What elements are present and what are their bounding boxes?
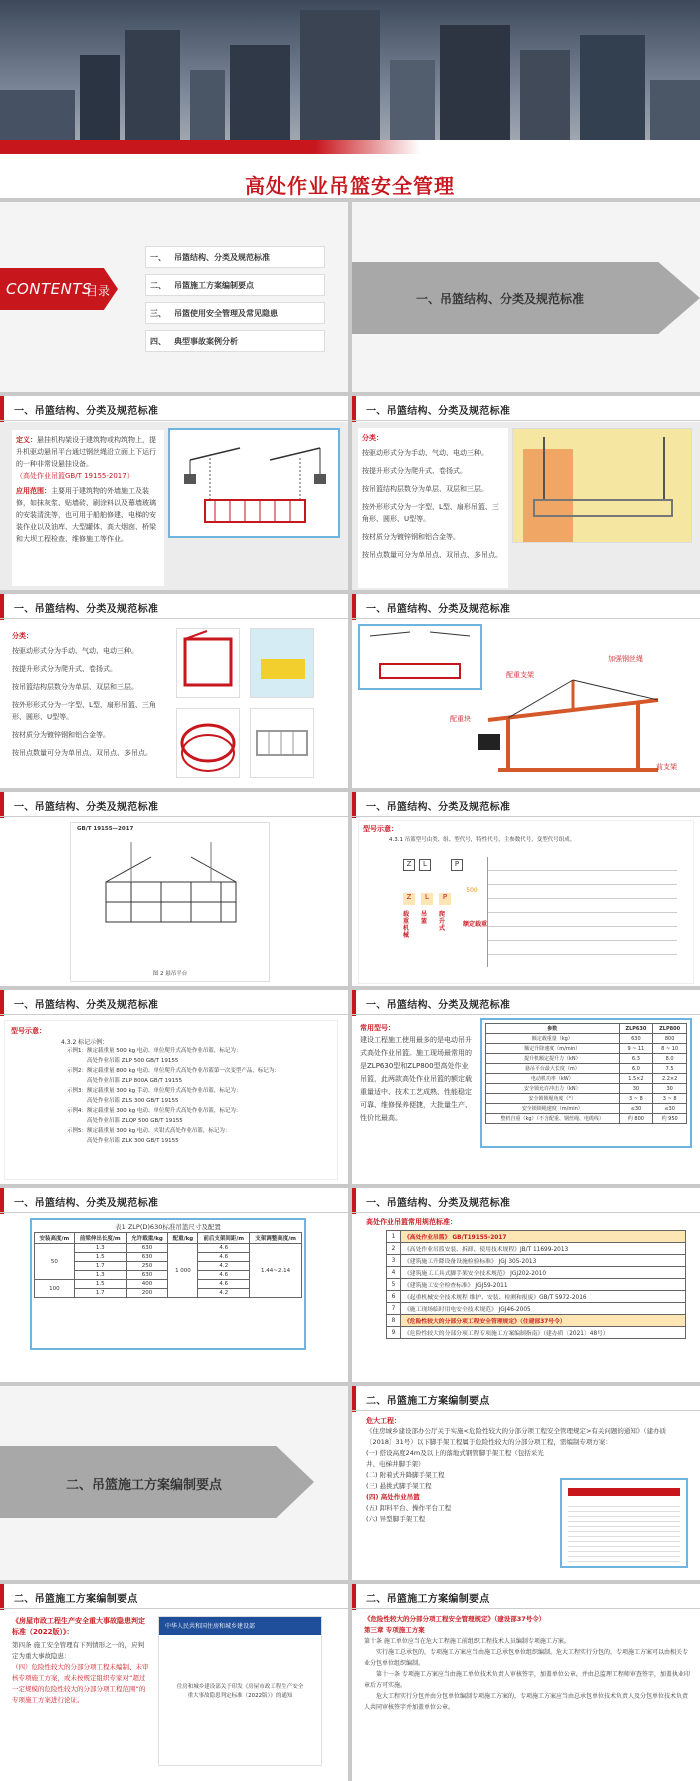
model-clause: 4.3.1 吊篮型号由类、组、型代号，特性代号，主参数代号，变型代号组成。 (389, 837, 576, 843)
list-item: (四) 高处作业吊篮 (366, 1493, 420, 1501)
doc-title: 住房和城乡建设部关于印发《房屋市政工程生产安全重大事故隐患判定标准（2022版）》的通知 (176, 1684, 304, 1699)
slide-header: 一、吊篮结构、分类及规范标准 (352, 792, 700, 818)
dangerous-works-slide (352, 1386, 700, 1580)
marking-example: 高处作业吊篮 ZLK 300 GB/T 19155 (87, 1138, 179, 1144)
table-row: 6 《起重机械安全技术规程 维护、安装、检测和报废》GB/T 5972-2016 (387, 1291, 686, 1303)
toc-item[interactable] (145, 246, 325, 268)
classify-line: 按外形形式分为一字型、L型、扇形吊篮、三角形、圆形、U型等。 (12, 701, 156, 721)
common-models-card (358, 1020, 476, 1180)
structure-diagram-slide (352, 594, 700, 788)
common-models-text: 建设工程施工使用最多的是电动吊升式高处作业吊篮。施工现场最常用的是ZLP630型和ZLP800型高处作业吊篮，此两款高处作业吊篮的额定载重量适中、技术工艺成熟、性能稳定可靠、维修保养便捷，大批量生产、性价比最高。 (360, 1036, 472, 1122)
marking-example: 示例4：额定载重量 300 kg 电动、单位爬升式高处作业吊篮，标记为： (67, 1108, 242, 1114)
toc-slide (0, 202, 348, 392)
section-title: 二、吊篮施工方案编制要点 (66, 1478, 223, 1493)
definition-card (12, 430, 164, 586)
section-title: 一、吊篮结构、分类及规范标准 (416, 292, 585, 306)
list-item: (五) 卸料平台、操作平台工程 (366, 1504, 452, 1512)
cover-red-swoosh (0, 140, 700, 154)
list-item: (三) 悬挑式脚手架工程 (366, 1482, 432, 1490)
dangerous-label: 危大工程： (366, 1417, 401, 1425)
classify-line: 按驱动形式分为手动、气动、电动三种。 (362, 449, 488, 457)
params-table-frame (480, 1018, 692, 1148)
table-row: 2 《高处作业吊篮安装、拆卸、使用技术规程》JB/T 11699-2013 (387, 1243, 686, 1255)
toc-item-num: 一、 (150, 253, 166, 262)
model-label: 型号示意： (363, 825, 398, 833)
order37-para: 第十一条 专项施工方案应当由施工单位技术负责人审核签字，加盖单位公章，并由总监理工程师审查签字，加盖执业印章后方可实施。 (364, 1671, 690, 1689)
definition-std: （高处作业吊篮GB/T 19155-2017） (16, 472, 134, 480)
common-models-label: 常用型号： (360, 1024, 395, 1032)
marking-example: 高处作业吊篮 ZLQP 500 GB/T 19155 (87, 1118, 183, 1124)
toc-list (145, 246, 325, 352)
table-row: 7 《施工现场临时用电安全技术规范》 JGJ46-2005 (387, 1303, 686, 1315)
round-gondola-photo (176, 708, 240, 778)
order37-chapter: 第三章 专项施工方案 (364, 1626, 425, 1634)
toc-item-label: 吊篮施工方案编制要点 (174, 281, 254, 290)
model-box-hl: Z (403, 893, 415, 905)
doc-org: 中华人民共和国住房和城乡建设部 (165, 1623, 256, 1630)
model-card (358, 820, 694, 984)
model-row-label: 载重机械 (403, 911, 410, 939)
label-counterweight-block: 配重块 (450, 715, 471, 723)
standard-code: GB/T 19155—2017 (77, 826, 134, 832)
model-box: L (419, 859, 431, 871)
model-box-hl: 500 (466, 887, 478, 894)
model-row-label: 爬升式 (439, 911, 446, 932)
order37-para: 危大工程实行分包并由分包单位编制专项施工方案的，专项施工方案应当由总承包单位技术负责人及分包单位技术负责人共同审核签字并加盖单位公章。 (364, 1693, 689, 1711)
slide-header: 一、吊篮结构、分类及规范标准 (352, 1188, 700, 1214)
marking-example: 示例2：额定载重量 800 kg 电动、单位爬升式高处作业吊篮第一次变型产品，标记为： (67, 1068, 280, 1074)
slide-header: 一、吊篮结构、分类及规范标准 (0, 1188, 348, 1214)
model-box: Z (403, 859, 415, 871)
table-row: 9 《危险性较大的分部分项工程专项施工方案编制指南》（建办质〔2021〕48号） (387, 1327, 686, 1339)
marking-example: 高处作业吊篮 ZLS 300 GB/T 19155 (87, 1098, 179, 1104)
figure-caption: 图 2 悬吊平台 (152, 971, 188, 977)
slide-header: 二、吊篮施工方案编制要点 (352, 1386, 700, 1412)
marking-card (4, 1020, 338, 1180)
order37-title: 《危险性较大的分部分项工程安全管理规定》（建设部37号令） (364, 1615, 546, 1623)
hazard-title: 《房屋市政工程生产安全重大事故隐患判定标准（2022版）》： (12, 1617, 145, 1636)
model-box: P (451, 859, 463, 871)
slide-header: 一、吊篮结构、分类及规范标准 (0, 594, 348, 620)
toc-item[interactable] (145, 302, 325, 324)
classify-line: 按材质分为镀锌钢和铝合金等。 (12, 731, 110, 739)
hazard-article: 第四条 施工安全管理有下列情形之一的，应判定为重大事故隐患： (12, 1641, 145, 1660)
config-table-title: 表1 ZLP(D)630标准吊篮尺寸及配置 (115, 1223, 221, 1231)
aluminum-gondola-photo (250, 708, 314, 778)
slide-header: 一、吊篮结构、分类及规范标准 (352, 990, 700, 1016)
order37-slide (352, 1584, 700, 1781)
classify-line: 按吊篮结构层数分为单层、双层和三层。 (362, 485, 488, 493)
toc-item-label: 吊篮结构、分类及规范标准 (174, 253, 270, 262)
contents-logo-zh: 目录 (86, 284, 111, 298)
slide-header: 二、吊篮施工方案编制要点 (0, 1584, 348, 1610)
toc-item-num: 二、 (150, 281, 166, 290)
classify-line: 按外形形式分为一字型、L型、扇形吊篮、三角形、圆形、U型等。 (362, 503, 499, 523)
classify-line: 按吊点数量可分为单吊点、双吊点、多吊点。 (12, 749, 152, 757)
ministry-notice-screenshot (158, 1616, 322, 1766)
notice-document-photo (560, 1478, 688, 1568)
classification-slide-2 (0, 594, 348, 788)
marking-label: 型号示意： (11, 1027, 46, 1035)
marking-example: 高处作业吊篮 ZLP 500 GB/T 19155 (87, 1058, 179, 1064)
marking-example: 示例1：额定载重量 500 kg 电动、单位爬升式高处作业吊篮，标记为： (67, 1048, 242, 1054)
slide-header: 一、吊篮结构、分类及规范标准 (0, 792, 348, 818)
table-row: 1 《高处作业吊篮》 GB/T19155-2017 (387, 1231, 686, 1243)
definition-slide (0, 396, 348, 590)
dangerous-intro: 《住房城乡建设部办公厅关于实施<危险性较大的分部分项工程安全管理规定>有关问题的通知》（建办质〔2018〕31号）以下脚手架工程属于危险性较大的分部分项工程，需编制专项方案： (366, 1427, 667, 1446)
table-row: 8 《危险性较大的分部分项工程安全管理规定》（住建部37号令） (387, 1315, 686, 1327)
gondola-structure-photo (168, 428, 340, 538)
classify-line: 按吊点数量可分为单吊点、双吊点、多吊点。 (362, 551, 502, 559)
label-reinforce-rope: 加强钢丝绳 (608, 655, 643, 663)
classify-line: 按材质分为镀锌钢和铝合金等。 (362, 533, 460, 541)
model-box-hl: P (439, 893, 451, 905)
marking-example: 示例3：额定载重量 300 kg 手动、单位爬升式高处作业吊篮，标记为： (67, 1088, 242, 1094)
model-main-param: 额定载重 (463, 921, 488, 928)
toc-item-num: 四、 (150, 337, 166, 346)
slide-header: 二、吊篮施工方案编制要点 (352, 1584, 700, 1610)
config-table: 安装高度/m 前梁伸出长度/m 允许载重/kg 配重/kg 前后支架间距/m 支架调整高度/m 50 1.3 630 1 000 4.6 1.44~2.14 1.5 630 4.6 1.7 250 4.2 1.3 630 4.6 100 1.5 400 4.6 1.7 200 4.2 (34, 1232, 302, 1298)
cover-slide (0, 0, 700, 198)
classification-card (358, 428, 508, 588)
table-row: 3 《建筑施工升降设备设施检验标准》 JGJ 305-2013 (387, 1255, 686, 1267)
city-skyline-image (0, 0, 700, 150)
red-platform-photo (176, 628, 240, 698)
marking-example: 示例5：额定载重量 300 kg 电动、夹钳式高处作业吊篮，标记为： (67, 1128, 231, 1134)
cover-title: 高处作业吊篮安全管理 (245, 174, 455, 198)
toc-item[interactable] (145, 330, 325, 352)
yellow-gondola-photo (250, 628, 314, 698)
model-box-hl: L (421, 893, 433, 905)
toc-item-label: 吊篮使用安全管理及常见隐患 (174, 309, 278, 318)
classify-label: 分类： (12, 632, 33, 640)
list-item: (一) 搭设高度24m及以上的落地式钢管脚手架工程（包括采光井、电梯井脚手架） (366, 1449, 544, 1468)
model-slide (352, 792, 700, 986)
classify-line: 按提升形式分为爬升式、卷扬式。 (12, 665, 117, 673)
order37-para: 第十条 施工单位应当在危大工程施工前组织工程技术人员编制专项施工方案。 (364, 1638, 570, 1645)
label-front-frame: 前支架 (656, 763, 677, 771)
standard-page (70, 822, 270, 982)
slide-header: 一、吊篮结构、分类及规范标准 (352, 594, 700, 620)
model-tree-lines (487, 857, 677, 967)
definition-text: 悬挂机构架设于建筑物或构筑物上，提升机驱动悬吊平台通过钢丝绳沿立面上下运行的一种非常设悬挂设备。 (16, 436, 156, 468)
standard-drawing-slide (0, 792, 348, 986)
classify-line: 按提升形式分为爬升式、卷扬式。 (362, 467, 467, 475)
config-table-slide (0, 1188, 348, 1382)
slide-header: 一、吊篮结构、分类及规范标准 (0, 396, 348, 422)
label-counterweight-frame: 配重支架 (506, 671, 534, 679)
table-row: 4 《建筑施工工具式脚手架安全技术规范》 JGJ202-2010 (387, 1267, 686, 1279)
standards-label: 高处作业吊篮常用规范标准： (366, 1218, 457, 1226)
marking-clause: 4.3.2 标记示例： (61, 1039, 109, 1046)
toc-item[interactable] (145, 274, 325, 296)
marking-slide (0, 990, 348, 1184)
hazard-standard-slide (0, 1584, 348, 1781)
definition-label: 定义： (16, 436, 37, 444)
model-row-label: 吊篮 (421, 911, 428, 925)
table-row: 5 《建筑施工安全检查标准》 JGJ59-2011 (387, 1279, 686, 1291)
classify-label: 分类： (362, 434, 383, 442)
config-table-frame (30, 1218, 306, 1350)
toc-item-num: 三、 (150, 309, 166, 318)
section2-slide (0, 1386, 348, 1580)
list-item: (二) 附着式升降脚手架工程 (366, 1471, 445, 1479)
assembly-diagram (450, 655, 694, 786)
gondola-on-wall-photo (512, 428, 692, 543)
marking-example: 高处作业吊篮 ZLP 800A GB/T 19155 (87, 1078, 183, 1084)
standards-table (386, 1230, 686, 1339)
scope-label: 应用范围： (16, 487, 51, 495)
standards-slide (352, 1188, 700, 1382)
hazard-item: （四）危险性较大的分部分项工程未编制、未审核专项施工方案，或未按规定组织专家对“超过一定规模的危险性较大的分部分项工程范围”的专项施工方案进行论证。 (12, 1663, 149, 1704)
classification-card (8, 626, 168, 786)
common-models-slide (352, 990, 700, 1184)
classify-line: 按驱动形式分为手动、气动、电动三种。 (12, 647, 138, 655)
scope-text: 主要用于建筑物的外墙施工及装修，如抹灰浆、贴墙砖、刷涂料以及幕墙玻璃的安装清洗等，也可用于船舶修建、电梯的安装作业以及油库、大型罐体、高大烟囱、桥梁和大坝工程检查、维修施工等作业。 (16, 487, 156, 543)
classification-slide-1 (352, 396, 700, 590)
slide-header: 一、吊篮结构、分类及规范标准 (352, 396, 700, 422)
order37-para: 实行施工总承包的，专项施工方案应当由施工总承包单位组织编制。危大工程实行分包的，专项施工方案可以由相关专业分包单位组织编制。 (364, 1649, 689, 1667)
toc-item-label: 典型事故案例分析 (174, 337, 238, 346)
contents-logo-en: CONTENTS (6, 280, 93, 298)
classify-line: 按吊篮结构层数分为单层、双层和三层。 (12, 683, 138, 691)
params-table: 参数 ZLP630 ZLP800 额定载重量（kg） 630 800 额定升降速度（m/min） 9 ~ 11 8 ~ 10 提升机额定提升力（kN） 6.3 8.0 悬吊平台最大长度（m） 6.0 7.5 电动机功率（kW） 1.5×2 2.2×2 安全锁允许冲击力（kN） 30 30 安全锁锁绳角度（°） 3 ~ 8 3 ~ 8 安全锁锁绳速度（m/min） ≤30 ≤30 整机自重（kg）（不含配重、钢丝绳、电缆线） 约 800 约 950 (485, 1023, 687, 1124)
list-item: (六) 异型脚手架工程 (366, 1515, 426, 1523)
slide-header: 一、吊篮结构、分类及规范标准 (0, 990, 348, 1016)
section1-slide (352, 202, 700, 392)
